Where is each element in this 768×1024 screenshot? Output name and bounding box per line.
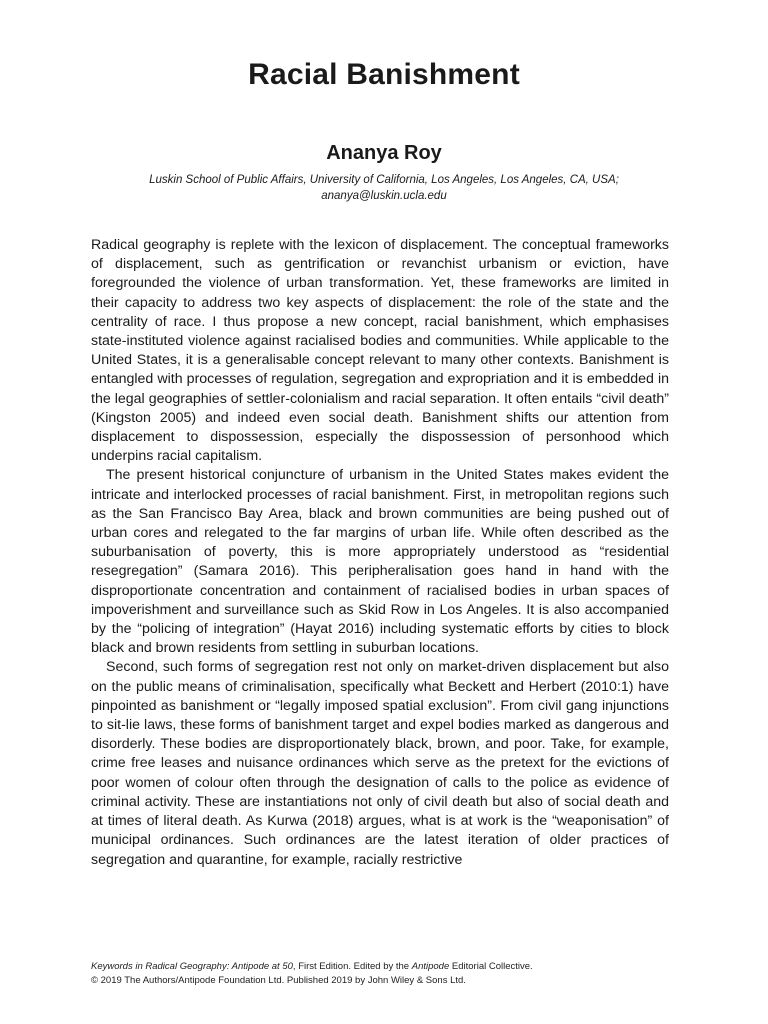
footer-copyright: © 2019 The Authors/Antipode Foundation Ltd. Published 2019 by John Wiley & Sons Ltd. <box>91 975 466 986</box>
body-paragraph-3: Second, such forms of segregation rest not only on market-driven displacement but also on the public means of criminalisation, specifically what Beckett and Herbert (2010:1) have pinpointed as banishment or “legally imposed spatial exclusion”. From civil gang injunctions to sit-lie laws, these forms of banishment target and expel bodies marked as dangerous and disorderly. These bodies are disproportionately black, brown, and poor. Take, for example, crime free leases and nuisance ordinances which serve as the pretext for the evictions of poor women of colour often through the designation of calls to the police as evidence of criminal activity. These are instantiations not only of civil death but also of social death and at times of literal death. As Kurwa (2018) argues, what is at work is the “weaponisation” of municipal ordinances. Such ordinances are the latest iteration of older practices of segregation and quarantine, for example, racially restrictive <box>91 659 669 868</box>
author-affiliation <box>100 172 668 204</box>
footer-edition: , First Edition. Edited by the <box>292 961 412 972</box>
affiliation-line: Luskin School of Public Affairs, University of California, Los Angeles, Los Angeles, CA, USA; <box>149 174 619 186</box>
author-name: Ananya Roy <box>326 142 442 164</box>
author-email: ananya@luskin.ucla.edu <box>321 190 447 202</box>
article-title: Racial Banishment <box>248 58 520 91</box>
body-paragraph-2: The present historical conjuncture of urbanism in the United States makes evident the intricate and interlocked processes of racial banishment. First, in metropolitan regions such as the San Francisco Bay Area, black and brown communities are being pushed out of urban cores and relegated to the far margins of urban life. While often described as the suburbanisation of poverty, this is more appropriately understood as “residential resegregation” (Samara 2016). This peripheralisation goes hand in hand with the disproportionate concentration and containment of racialised bodies in urban spaces of impoverishment and surveillance such as Skid Row in Los Angeles. It is also accompanied by the “policing of integration” (Hayat 2016) including systematic efforts by cities to block black and brown residents from settling in suburban locations. <box>91 467 669 657</box>
page-footer <box>91 960 691 988</box>
body-paragraph-1: Radical geography is replete with the lexicon of displacement. The conceptual frameworks of displacement, such as gentrification or revanchist urbanism or eviction, have foregrounded the violence of urban transformation. Yet, these frameworks are limited in their capacity to address two key aspects of displacement: the role of the state and the centrality of race. I thus propose a new concept, racial banishment, which emphasises state-instituted violence against racialised bodies and communities. While applicable to the United States, it is a generalisable concept relevant to many other contexts. Banishment is entangled with processes of regulation, segregation and expropriation and it is embedded in the legal geographies of settler-colonialism and racial separation. It often entails “civil death” (Kingston 2005) and indeed even social death. Banishment shifts our attention from displacement to dispossession, especially the dispossession of personhood which underpins racial capitalism. <box>91 237 669 465</box>
footer-journal: Antipode <box>411 961 450 972</box>
footer-collective: Editorial Collective. <box>449 961 533 972</box>
article-body <box>91 236 669 870</box>
footer-citation <box>91 960 691 974</box>
footer-book-title: Keywords in Radical Geography: Antipode at 50 <box>91 961 293 972</box>
